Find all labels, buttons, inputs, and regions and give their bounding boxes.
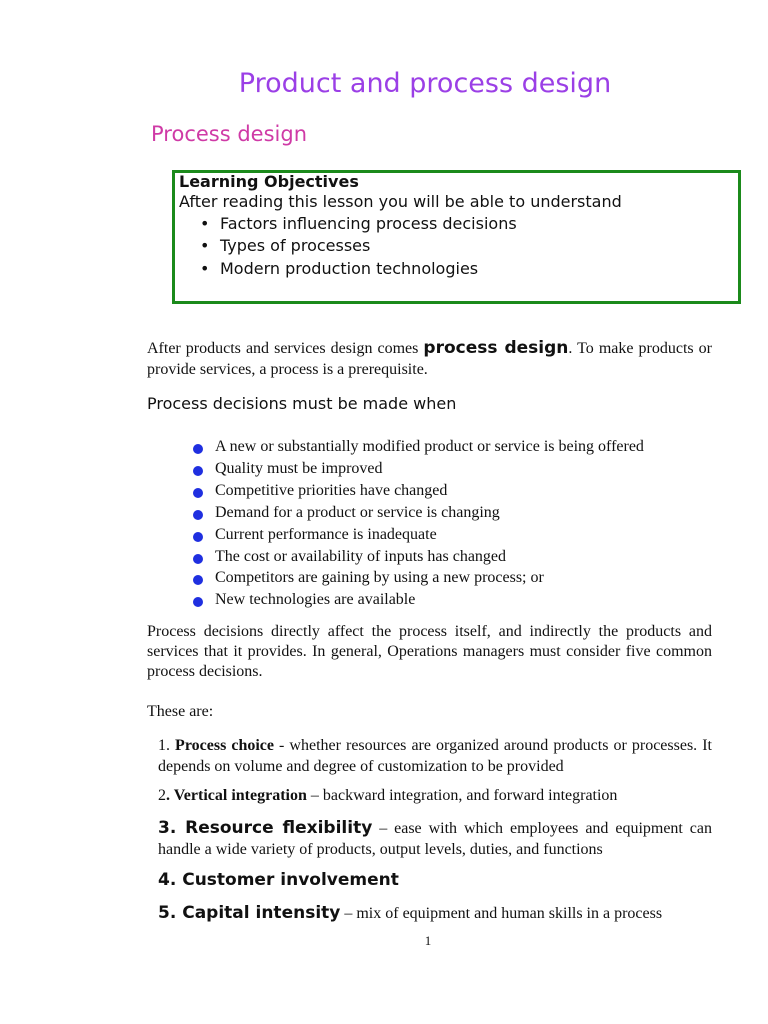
bullet-icon [193,444,203,454]
objectives-intro: After reading this lesson you will be able to understand [179,192,622,211]
page-number: 1 [424,933,432,948]
intro-paragraph: After products and services design comes process design. To make products or provide services, a process is a prerequisite. [147,338,712,378]
objective-item: • Types of processes [200,236,371,255]
when-heading: Process decisions must be made when [147,394,457,413]
body-paragraph: Process decisions directly affect the process itself, and indirectly the products and services that it provides. In general, Operations managers must consider five common process decisions. [147,623,712,680]
bullet-icon [193,597,203,607]
decision-item-5: 5. Capital intensity – mix of equipment and human skills in a process [158,903,663,923]
page-title: Product and process design [238,68,612,99]
bullet-icon: • [200,214,210,233]
objective-item: • Modern production technologies [200,259,479,278]
section-subtitle: Process design [151,122,308,146]
emphasis-process-design: process design [423,338,569,358]
bullet-icon [193,575,203,585]
objectives-heading: Learning Objectives [179,172,359,191]
these-are-label: These are: [147,703,214,720]
decision-item-2: 2. Vertical integration – backward integration, and forward integration [158,787,618,804]
bullet-icon: • [200,236,210,255]
bullet-icon: • [200,259,210,278]
bullet-icon [193,488,203,498]
bullet-icon [193,532,203,542]
bullet-icon [193,510,203,520]
decision-item-3: 3. Resource flexibility – ease with which employees and equipment can handle a wide variety of products, output levels, duties, and functions [158,818,712,858]
bullet-icon [193,554,203,564]
decision-item-1: 1. Process choice - whether resources are organized around products or processes. It depends on volume and degree of customization to be provided [158,737,712,775]
objective-item: • Factors influencing process decisions [200,214,517,233]
bullet-icon [193,466,203,476]
decision-item-4: 4. Customer involvement [158,870,399,890]
